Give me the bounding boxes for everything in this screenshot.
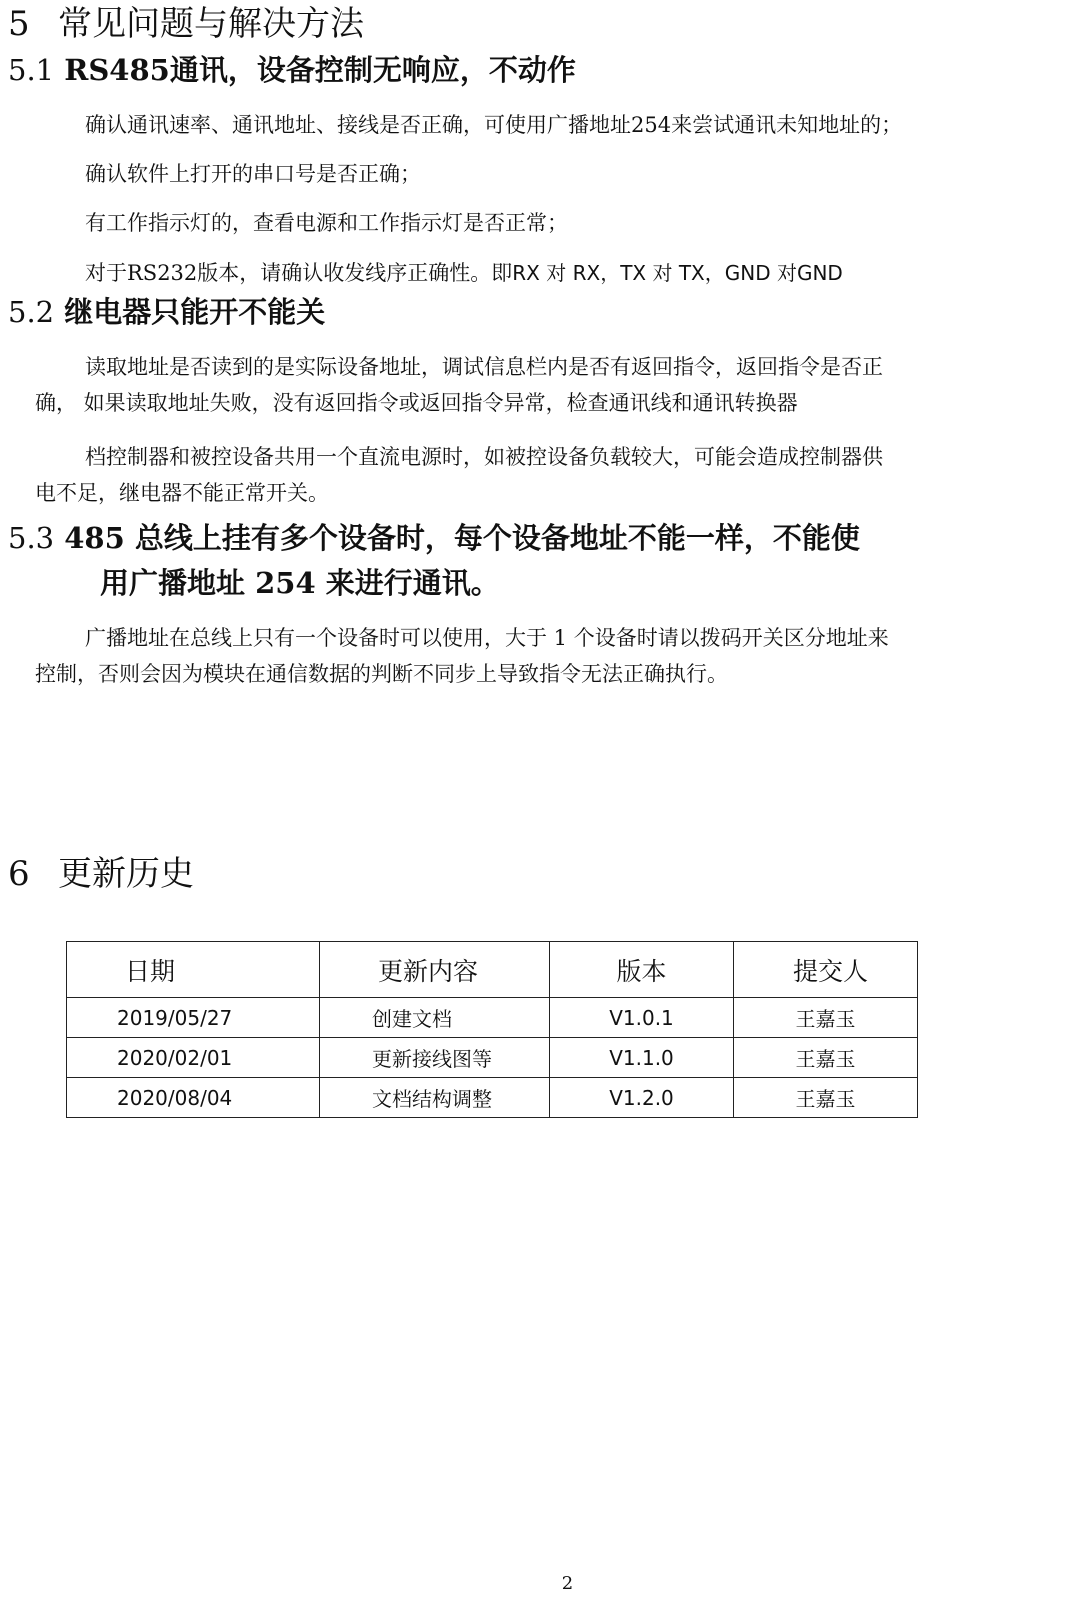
column-header-version: 版本 (550, 942, 734, 998)
paragraph-line: 确， 如果读取地址失败，没有返回指令或返回指令异常，检查通讯线和通讯转换器 (35, 391, 798, 415)
paragraph: 确认通讯速率、通讯地址、接线是否正确，可使用广播地址254来尝试通讯未知地址的； (85, 113, 903, 137)
cell-version: V1.0.1 (550, 998, 734, 1038)
cell-date: 2020/08/04 (67, 1078, 320, 1118)
section-title: 更新历史 (58, 854, 194, 894)
subsection-5-1-heading (8, 52, 576, 88)
subsection-title-continued: 用广播地址 254 来进行通讯。 (100, 566, 500, 600)
cell-author: 王嘉玉 (734, 998, 918, 1038)
section-number: 6 (8, 854, 30, 894)
subsection-number: 5.1 (8, 53, 55, 87)
cell-author: 王嘉玉 (734, 1078, 918, 1118)
paragraph: 确认软件上打开的串口号是否正确； (85, 162, 421, 186)
table-header-row (67, 942, 918, 998)
subsection-title: RS485通讯，设备控制无响应，不动作 (64, 53, 576, 87)
cell-date: 2019/05/27 (67, 998, 320, 1038)
paragraph-text: 对于RS232版本，请确认收发线序正确性。即 (85, 261, 513, 285)
paragraph-line: 广播地址在总线上只有一个设备时可以使用，大于 1 个设备时请以拨码开关区分地址来 (85, 626, 889, 650)
paragraph-line: 电不足，继电器不能正常开关。 (35, 481, 329, 505)
paragraph-line: 档控制器和被控设备共用一个直流电源时，如被控设备负载较大，可能会造成控制器供 (85, 445, 883, 469)
pin-mapping-text: RX 对 RX，TX 对 TX，GND 对GND (512, 261, 843, 285)
section-6-heading (8, 854, 194, 894)
paragraph (85, 255, 843, 291)
subsection-number: 5.2 (8, 295, 55, 329)
cell-date: 2020/02/01 (67, 1038, 320, 1078)
subsection-number: 5.3 (8, 521, 55, 555)
subsection-title: 继电器只能开不能关 (64, 295, 326, 329)
table-row (67, 1038, 918, 1078)
paragraph-line: 控制，否则会因为模块在通信数据的判断不同步上导致指令无法正确执行。 (35, 662, 728, 686)
column-header-content: 更新内容 (320, 942, 550, 998)
subsection-5-3-heading (8, 520, 860, 556)
cell-author: 王嘉玉 (734, 1038, 918, 1078)
subsection-5-2-heading (8, 294, 325, 330)
table-row (67, 998, 918, 1038)
column-header-author: 提交人 (734, 942, 918, 998)
update-history-table (66, 941, 918, 1118)
paragraph-line: 读取地址是否读到的是实际设备地址，调试信息栏内是否有返回指令，返回指令是否正 (85, 355, 883, 379)
cell-content: 更新接线图等 (320, 1038, 550, 1078)
section-number: 5 (8, 4, 30, 44)
cell-version: V1.1.0 (550, 1038, 734, 1078)
cell-content: 文档结构调整 (320, 1078, 550, 1118)
cell-content: 创建文档 (320, 998, 550, 1038)
cell-version: V1.2.0 (550, 1078, 734, 1118)
subsection-title: 485 总线上挂有多个设备时，每个设备地址不能一样，不能使 (64, 521, 860, 555)
table-row (67, 1078, 918, 1118)
section-title: 常见问题与解决方法 (58, 4, 364, 44)
column-header-date: 日期 (67, 942, 320, 998)
paragraph: 有工作指示灯的，查看电源和工作指示灯是否正常； (85, 211, 568, 235)
page-number: 2 (561, 1573, 574, 1594)
section-5-heading (8, 4, 364, 44)
